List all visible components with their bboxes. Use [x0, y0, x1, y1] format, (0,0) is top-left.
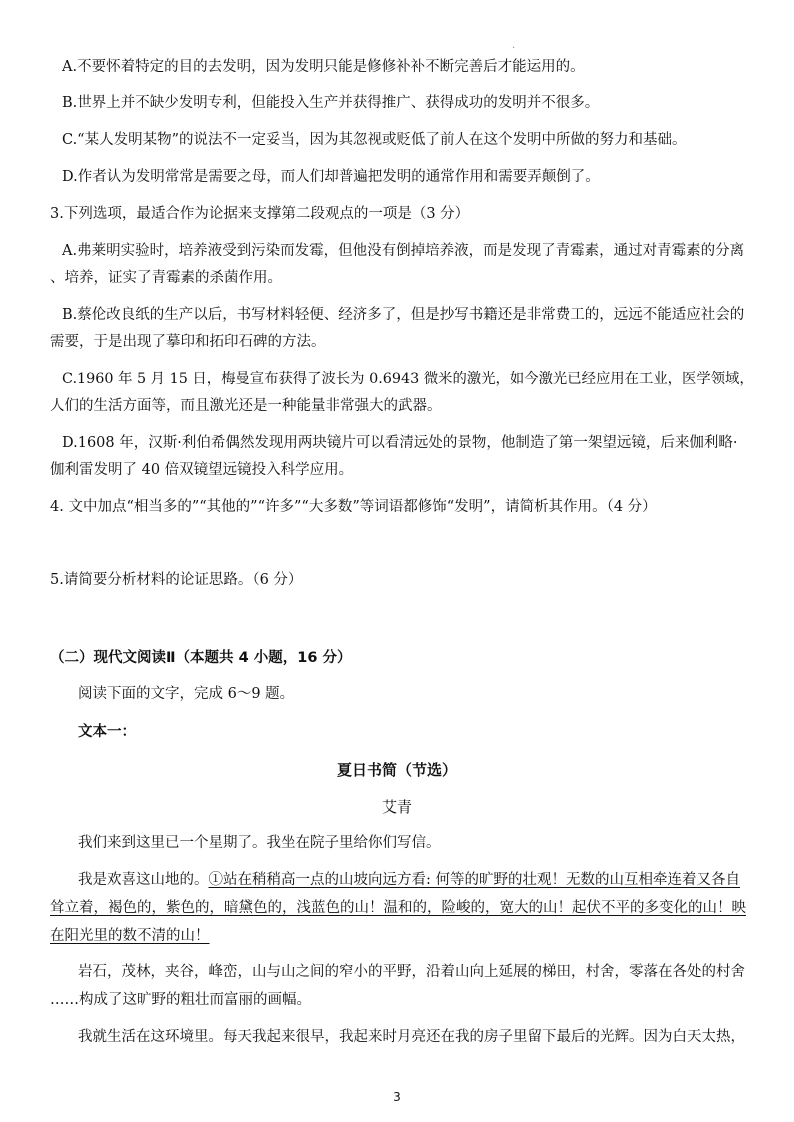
paragraph-2-line1	[78, 870, 740, 890]
q2-option-a: A.不要怀着特定的目的去发明，因为发明只能是修修补补不断完善后才能运用的。	[62, 59, 585, 75]
q2-option-d: D.作者认为发明常常是需要之母，而人们却普遍把发明的通常作用和需要弄颠倒了。	[62, 169, 600, 185]
q3-option-a-line1: A.弗莱明实验时，培养液受到污染而发霉，但他没有倒掉培养液，而是发现了青霉素，通过对青霉素的分离	[62, 243, 745, 259]
q3-stem: 3.下列选项，最适合作为论据来支撑第二段观点的一项是（3 分）	[50, 206, 470, 222]
q3-option-b-line1: B.蔡伦改良纸的生产以后，书写材料轻便、经济多了，但是抄写书籍还是非常费工的，远远不能适应社会的	[62, 307, 745, 323]
text-label: 文本一：	[78, 724, 136, 740]
article-title: 夏日书简（节选）	[336, 761, 457, 779]
header-dot: .	[512, 40, 516, 51]
page-number: 3	[393, 1090, 401, 1104]
q5-text: 5.请简要分析材料的论证思路。（6 分）	[50, 572, 303, 588]
q4-text: 4. 文中加点“相当多的”“其他的”“许多”“大多数”等词语都修饰“发明”，请简析其作用。（4 分）	[50, 499, 657, 515]
paragraph-3-line2: ……构成了这旷野的粗壮而富丽的画幅。	[50, 992, 311, 1008]
underlined-sentence-1: ①站在稍稍高一点的山坡向远方看: 何等的旷野的壮观！无数的山互相牵连着又各自	[208, 872, 740, 888]
q3-option-a-line2: 、培养，证实了青霉素的杀菌作用。	[50, 270, 282, 286]
q2-option-c: C.“某人发明某物”的说法不一定妥当，因为其忽视或贬低了前人在这个发明中所做的努力和基础。	[62, 132, 687, 148]
q3-option-d-line2: 伽利雷发明了 40 倍双镜望远镜投入科学应用。	[50, 462, 354, 478]
section2-heading: （二）现代文阅读Ⅱ（本题共 4 小题，16 分）	[50, 650, 352, 666]
paragraph-1: 我们来到这里已一个星期了。我坐在院子里给你们写信。	[78, 835, 441, 851]
paragraph-2-line3: 在阳光里的数不清的山！	[50, 928, 210, 944]
paragraph-2-lead: 我是欢喜这山地的。	[78, 872, 209, 888]
q3-option-c-line2: 人们的生活方面等，而且激光还是一种能量非常强大的武器。	[50, 398, 442, 414]
article-author: 艾青	[381, 798, 412, 816]
paragraph-2-line2: 耸立着，褐色的，紫色的，暗黛色的，浅蓝色的山！温和的，险峻的，宽大的山！起伏不平的多变化的山！映	[50, 900, 746, 916]
paragraph-4-line1: 我就生活在这环境里。每天我起来很早，我起来时月亮还在我的房子里留下最后的光辉。因为白天太热，	[78, 1029, 745, 1045]
q3-option-d-line1: D.1608 年，汉斯·利伯希偶然发现用两块镜片可以看清远处的景物，他制造了第一架望远镜，后来伽利略·	[62, 435, 738, 451]
q3-option-c-line1: C.1960 年 5 月 15 日，梅曼宣布获得了波长为 0.6943 微米的激光，如今激光已经应用在工业，医学领域，	[62, 371, 754, 387]
reading-instruction: 阅读下面的文字，完成 6～9 题。	[78, 686, 295, 702]
q2-option-b: B.世界上并不缺少发明专利，但能投入生产并获得推广、获得成功的发明并不很多。	[62, 95, 600, 111]
q3-option-b-line2: 需要，于是出现了摹印和拓印石碑的方法。	[50, 334, 326, 350]
paragraph-3-line1: 岩石，茂林，夹谷，峰峦，山与山之间的窄小的平野，沿着山向上延展的梯田，村舍，零落在各处的村舍	[78, 964, 745, 980]
